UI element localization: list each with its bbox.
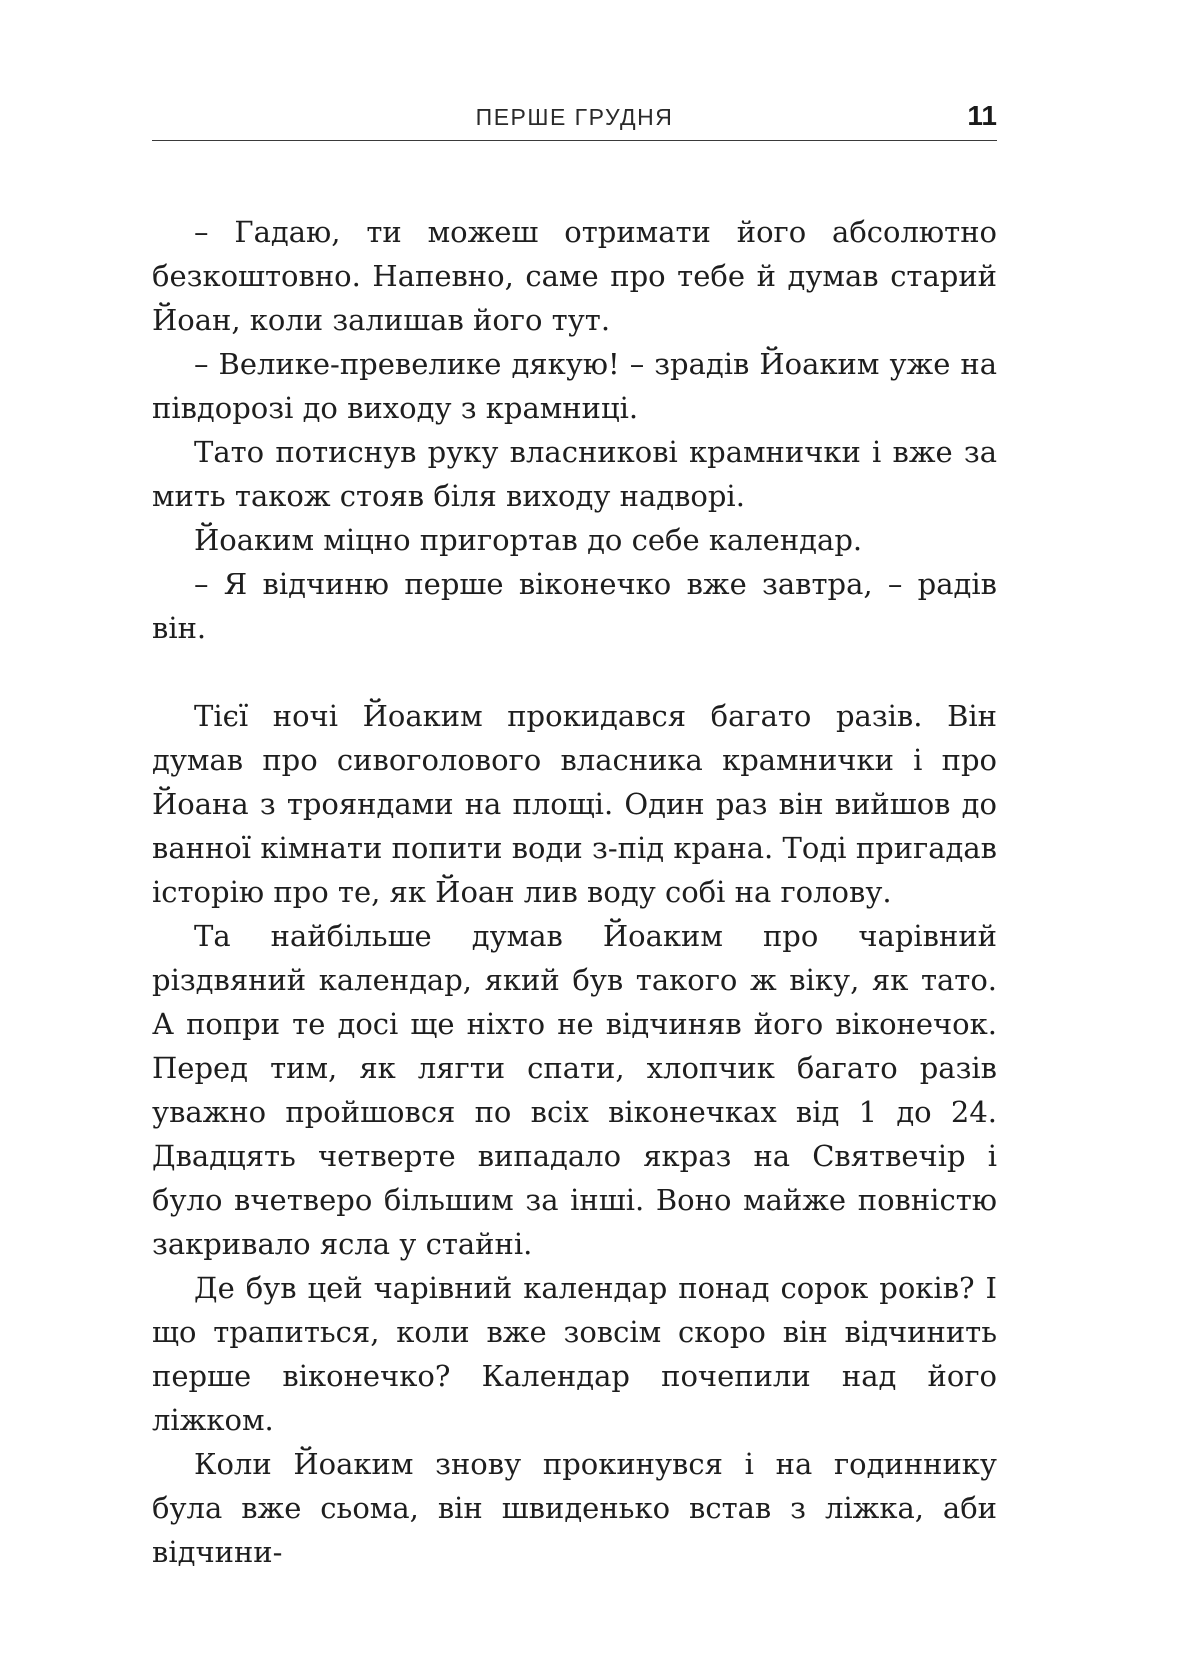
running-head (152, 96, 997, 140)
page-number: 11 (967, 100, 997, 131)
header-rule (152, 140, 997, 141)
running-title: ПЕРШЕ ГРУДНЯ (475, 104, 674, 130)
paragraph: Тато потиснув руку власникові крамнички і вже за мить також стояв біля виходу надворі. (152, 435, 997, 513)
paragraph: Тієї ночі Йоаким прокидався багато разів. Він думав про сивоголового власника крамнички і про Йоана з трояндами на площі. Один раз він вийшов до ванної кімнати попити води з-під крана. Тоді пригадав історію про те, як Йоан лив воду собі на голову. (152, 699, 997, 909)
paragraph: – Велике-превелике дякую! – зрадів Йоаким уже на півдорозі до виходу з крамниці. (152, 347, 997, 425)
paragraph: Та найбільше думав Йоаким про чарівний різдвяний календар, який був такого ж віку, як тато. А попри те досі ще ніхто не відчиняв його віконечок. Перед тим, як лягти спати, хлопчик багато разів уважно пройшовся по всіх віконечках від 1 до 24. Двадцять четверте випадало якраз на Святвечір і було вчетверо більшим за інші. Воно майже повністю закривало ясла у стайні. (152, 919, 997, 1261)
paragraph: Коли Йоаким знову прокинувся і на годиннику була вже сьома, він швиденько встав з ліжка, аби відчини- (152, 1447, 997, 1569)
paragraph: Йоаким міцно пригортав до себе календар. (194, 523, 863, 557)
paragraph: Де був цей чарівний календар понад сорок років? І що трапиться, коли вже зовсім скоро він відчинить перше віконечко? Календар почепили над його ліжком. (152, 1271, 997, 1437)
paragraph: – Я відчиню перше віконечко вже завтра, – радів він. (152, 567, 997, 645)
body-text (152, 210, 997, 1574)
paragraph: – Гадаю, ти можеш отримати його абсолютно безкоштовно. Напевно, саме про тебе й думав старий Йоан, коли залишав його тут. (152, 215, 997, 337)
